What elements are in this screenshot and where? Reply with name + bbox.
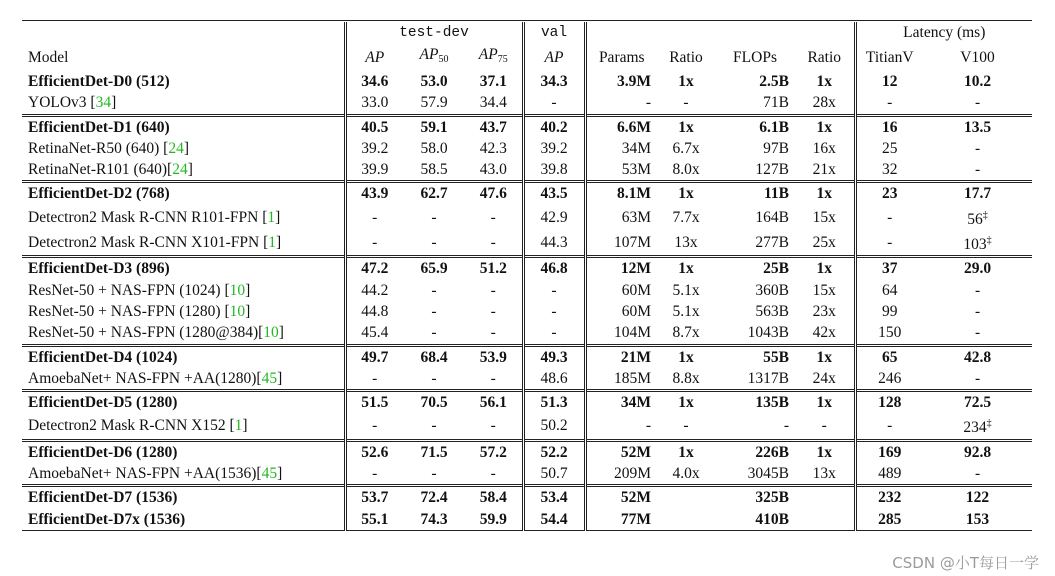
v100-cell: 17.7	[923, 182, 1032, 205]
titianv-cell: -	[855, 92, 923, 115]
ap50-cell: 53.0	[420, 73, 448, 90]
table-row	[22, 205, 1032, 230]
ap-cell: -	[345, 230, 403, 257]
table-row	[22, 280, 1032, 301]
ap75-cell: 34.4	[479, 94, 507, 112]
pratio-cell: 8.8x	[672, 369, 700, 387]
flops-cell: 11B	[715, 182, 795, 205]
flops-cell: 410B	[715, 509, 795, 531]
double-dagger-mark: ‡	[986, 418, 992, 430]
titianv-cell: 32	[855, 159, 923, 182]
val-cell: -	[523, 92, 585, 115]
ap-cell: 55.1	[345, 509, 403, 531]
params-cell: 52M	[585, 440, 657, 463]
v100-cell: -	[974, 324, 981, 342]
ap50-cell: 62.7	[403, 182, 465, 205]
citation-link[interactable]: 1	[268, 234, 276, 252]
pratio-cell: 1x	[657, 115, 715, 138]
header-row-groups	[22, 22, 1032, 44]
ap50-cell: 59.1	[403, 115, 465, 138]
fratio-cell: 1x	[795, 115, 855, 138]
val-cell: -	[523, 322, 585, 345]
ap50-cell: 71.5	[403, 440, 465, 463]
titianv-cell: -	[855, 413, 923, 440]
ap50-cell: 74.3	[403, 509, 465, 531]
pratio-cell: 6.7x	[672, 139, 700, 157]
table-row	[22, 92, 1032, 115]
flops-cell: 226B	[715, 440, 795, 463]
model-cell: ResNet-50 + NAS-FPN (1024) [10]	[28, 281, 251, 299]
ap50-cell: -	[431, 465, 437, 483]
val-cell: 39.8	[523, 159, 585, 182]
flops-cell: 55B	[715, 345, 795, 368]
ap50-col-header: $AP_{50}$	[419, 46, 449, 65]
params-cell: 53M	[585, 159, 657, 182]
ap50-cell: 68.4	[403, 345, 465, 368]
val-cell: -	[523, 280, 585, 301]
ap50-cell: -	[431, 234, 437, 252]
flops-cell: 563B	[755, 302, 790, 320]
citation-link[interactable]: 1	[234, 417, 243, 435]
fratio-cell: 13x	[812, 465, 836, 483]
pratio-cell: 13x	[674, 234, 698, 252]
val-cell: 34.3	[523, 71, 585, 92]
table-row	[22, 509, 1032, 531]
v100-cell: -	[974, 302, 981, 320]
model-cell: AmoebaNet+ NAS-FPN +AA(1280)[45]	[28, 369, 283, 387]
flops-cell: 2.5B	[759, 73, 790, 90]
ap-cell: 52.6	[345, 440, 403, 463]
params-cell: 60M	[585, 280, 657, 301]
v100-cell: 153	[923, 509, 1032, 531]
pratio-cell: 1x	[657, 440, 715, 463]
ap75-cell: 37.1	[479, 73, 507, 90]
v100-col-header: V100	[960, 48, 995, 66]
ap50-cell: 70.5	[403, 391, 465, 414]
ap75-cell: 43.7	[465, 115, 523, 138]
fratio-cell: 28x	[812, 94, 836, 112]
ap-cell: 44.8	[345, 301, 403, 322]
params-cell: 77M	[585, 509, 657, 531]
v100-cell: 56‡	[967, 209, 988, 228]
ap75-cell: 57.2	[465, 440, 523, 463]
v100-cell: 122	[923, 486, 1032, 509]
ap-cell: 53.7	[345, 486, 403, 509]
ap50-cell: -	[431, 281, 437, 299]
titianv-cell: 25	[855, 138, 923, 159]
ap-cell: 51.5	[345, 391, 403, 414]
val-cell: 40.2	[523, 115, 585, 138]
titianv-cell: 16	[855, 115, 923, 138]
table-row	[22, 391, 1032, 414]
val-cell: 52.2	[523, 440, 585, 463]
flops-cell: 325B	[715, 486, 795, 509]
params-cell: 12M	[585, 257, 657, 280]
ap75-cell: 42.3	[479, 139, 507, 157]
flops-cell: 164B	[755, 208, 790, 226]
titianv-cell: -	[855, 205, 923, 230]
double-dagger-mark: ‡	[982, 209, 988, 221]
ap50-cell: -	[431, 208, 437, 226]
table-row	[22, 345, 1032, 368]
latency-header: Latency (ms)	[855, 22, 1032, 44]
fratio-cell	[795, 509, 855, 531]
params-cell: -	[585, 92, 657, 115]
pratio-cell: 1x	[657, 182, 715, 205]
fratio-cell	[795, 486, 855, 509]
model-cell: ResNet-50 + NAS-FPN (1280@384)[10]	[28, 324, 284, 342]
params-cell: 209M	[585, 463, 657, 486]
ap-cell: 45.4	[345, 322, 403, 345]
flops-cell: 277B	[755, 234, 790, 252]
fratio-cell: 15x	[812, 281, 836, 299]
flops-cell: 1317B	[747, 369, 790, 387]
val-cell: 49.3	[523, 345, 585, 368]
pratio-cell: 7.7x	[672, 208, 700, 226]
ap-cell: -	[345, 368, 403, 391]
titianv-cell: 64	[855, 280, 923, 301]
titianv-col-header: TitianV	[855, 44, 923, 71]
ap-cell: -	[345, 205, 403, 230]
fratio-cell: 24x	[812, 369, 836, 387]
fratio-cell: 1x	[795, 182, 855, 205]
table-row	[22, 440, 1032, 463]
model-cell: EfficientDet-D3 (896)	[22, 257, 345, 280]
val-cell: 42.9	[523, 205, 585, 230]
fratio-cell: 1x	[795, 440, 855, 463]
ap50-cell: 58.5	[420, 161, 448, 179]
val-cell: 50.2	[523, 413, 585, 440]
model-cell: EfficientDet-D7 (1536)	[22, 486, 345, 509]
ap-cell: -	[345, 413, 403, 440]
ap50-cell: -	[431, 417, 437, 435]
table-row	[22, 115, 1032, 138]
val-cell: 51.3	[523, 391, 585, 414]
params-cell: 52M	[585, 486, 657, 509]
ap50-cell: 58.0	[420, 139, 448, 157]
comparison-table-container	[22, 22, 1032, 531]
fratio-cell: 15x	[812, 208, 836, 226]
model-cell: ResNet-50 + NAS-FPN (1280) [10]	[28, 302, 251, 320]
val-cell: 46.8	[523, 257, 585, 280]
model-cell: YOLOv3 [34]	[28, 94, 117, 112]
pratio-cell: 1x	[678, 73, 694, 90]
ap50-cell: -	[431, 324, 437, 342]
pratio-cell: 8.7x	[672, 324, 700, 342]
table-row	[22, 322, 1032, 345]
citation-link[interactable]: 10	[229, 302, 246, 320]
citation-link[interactable]: 24	[168, 139, 184, 157]
ap75-cell: 58.4	[465, 486, 523, 509]
double-dagger-mark: ‡	[986, 235, 992, 247]
titianv-cell: 150	[855, 322, 923, 345]
model-col-header: Model	[28, 48, 69, 66]
flops-cell: 71B	[763, 94, 790, 112]
citation-link[interactable]: 10	[229, 281, 246, 299]
fratio-cell: 25x	[812, 234, 836, 252]
citation-link[interactable]: 24	[172, 161, 188, 179]
val-cell: 39.2	[523, 138, 585, 159]
titianv-cell: 99	[855, 301, 923, 322]
v100-cell: 10.2	[963, 73, 992, 90]
fratio-cell: 16x	[812, 139, 836, 157]
ap75-cell: 47.6	[465, 182, 523, 205]
model-cell: EfficientDet-D0 (512)	[28, 73, 170, 90]
test-dev-header: test-dev	[345, 22, 523, 44]
ap75-cell: 51.2	[465, 257, 523, 280]
ap75-cell: -	[490, 417, 496, 435]
v100-cell: 42.8	[923, 345, 1032, 368]
pratio-cell	[657, 509, 715, 531]
val-ap-col-header: AP	[523, 44, 585, 71]
params-cell: 6.6M	[585, 115, 657, 138]
ap-cell: -	[345, 463, 403, 486]
ap75-cell: 56.1	[465, 391, 523, 414]
pratio-cell: 8.0x	[672, 161, 700, 179]
model-cell: RetinaNet-R101 (640)[24]	[28, 161, 193, 179]
titianv-cell: -	[855, 230, 923, 257]
flops-cell: 3045B	[747, 465, 790, 483]
table-row	[22, 368, 1032, 391]
val-cell: 54.4	[523, 509, 585, 531]
model-cell: EfficientDet-D1 (640)	[22, 115, 345, 138]
ap50-cell: 65.9	[403, 257, 465, 280]
ap75-cell: -	[490, 324, 496, 342]
val-cell: 43.5	[523, 182, 585, 205]
ap75-cell: -	[490, 369, 496, 387]
params-cell: 34M	[585, 391, 657, 414]
ap75-cell: -	[490, 465, 496, 483]
v100-cell: 29.0	[923, 257, 1032, 280]
fratio-cell: 1x	[795, 391, 855, 414]
citation-link[interactable]: 10	[263, 324, 279, 342]
val-cell: 48.6	[523, 368, 585, 391]
ap-cell: 49.7	[345, 345, 403, 368]
params-cell: 185M	[585, 368, 657, 391]
ap75-cell: -	[490, 208, 496, 226]
params-col-header: Params	[585, 44, 657, 71]
titianv-cell: 23	[855, 182, 923, 205]
flops-cell: 6.1B	[715, 115, 795, 138]
citation-link[interactable]: 45	[261, 369, 278, 387]
params-cell: 21M	[585, 345, 657, 368]
table-row	[22, 486, 1032, 509]
flops-ratio-col-header: Ratio	[807, 48, 842, 66]
table-top-rule	[22, 20, 1032, 21]
v100-cell: -	[974, 369, 981, 387]
citation-link[interactable]: 34	[95, 94, 112, 112]
params-cell: 107M	[585, 230, 657, 257]
citation-link[interactable]: 1	[267, 208, 276, 226]
flops-cell: -	[783, 417, 790, 435]
ap-cell: 33.0	[345, 92, 403, 115]
flops-cell: 127B	[755, 161, 790, 179]
v100-cell: 72.5	[923, 391, 1032, 414]
model-cell: AmoebaNet+ NAS-FPN +AA(1536)[45]	[28, 465, 283, 483]
table-row	[22, 71, 1032, 92]
model-cell: RetinaNet-R50 (640) [24]	[28, 139, 189, 157]
pratio-cell: 5.1x	[672, 302, 700, 320]
ap75-cell: 53.9	[465, 345, 523, 368]
ap-cell: 47.2	[345, 257, 403, 280]
val-cell: 50.7	[523, 463, 585, 486]
titianv-cell: 246	[855, 368, 923, 391]
table-row	[22, 257, 1032, 280]
pratio-cell: -	[683, 417, 689, 435]
ap-cell: 44.2	[345, 280, 403, 301]
fratio-cell: 1x	[816, 73, 833, 90]
model-cell: EfficientDet-D7x (1536)	[22, 509, 345, 531]
params-cell: 3.9M	[585, 71, 657, 92]
ap75-cell: 43.0	[479, 161, 507, 179]
ap50-cell: 72.4	[403, 486, 465, 509]
flops-cell: 1043B	[747, 324, 790, 342]
ap75-cell: -	[490, 234, 496, 252]
pratio-cell: -	[683, 94, 689, 112]
pratio-cell: 1x	[657, 345, 715, 368]
pratio-cell: 1x	[657, 391, 715, 414]
ap-cell: 39.2	[345, 138, 403, 159]
ap75-col-header: $AP_{75}$	[478, 46, 508, 65]
flops-cell: 97B	[763, 139, 790, 157]
fratio-cell: 1x	[795, 345, 855, 368]
ap-cell: 40.5	[345, 115, 403, 138]
citation-link[interactable]: 45	[261, 465, 278, 483]
ap75-cell: 59.9	[465, 509, 523, 531]
fratio-cell: 23x	[812, 302, 836, 320]
val-header: val	[523, 22, 585, 44]
table-body	[22, 71, 1032, 530]
ap-cell: 43.9	[345, 182, 403, 205]
v100-cell: -	[974, 139, 981, 157]
model-cell: EfficientDet-D2 (768)	[22, 182, 345, 205]
comparison-table	[22, 22, 1032, 531]
table-row	[22, 463, 1032, 486]
table-row	[22, 413, 1032, 440]
table-row	[22, 138, 1032, 159]
v100-cell: 13.5	[923, 115, 1032, 138]
ap50-cell: -	[431, 302, 437, 320]
ap-cell: 34.6	[345, 71, 403, 92]
pratio-cell: 1x	[657, 257, 715, 280]
v100-cell: -	[974, 94, 981, 112]
v100-cell: -	[974, 161, 981, 179]
fratio-cell: 42x	[812, 324, 836, 342]
table-row	[22, 159, 1032, 182]
titianv-cell: 285	[855, 509, 923, 531]
pratio-cell: 4.0x	[672, 465, 700, 483]
flops-cell: 135B	[715, 391, 795, 414]
model-cell: Detectron2 Mask R-CNN R101-FPN [1]	[28, 208, 281, 226]
pratio-cell: 5.1x	[672, 281, 700, 299]
params-ratio-col-header: Ratio	[669, 48, 703, 66]
ap50-cell: -	[431, 369, 437, 387]
flops-cell: 25B	[715, 257, 795, 280]
fratio-cell: -	[821, 417, 827, 435]
titianv-cell: 489	[855, 463, 923, 486]
model-cell: EfficientDet-D4 (1024)	[22, 345, 345, 368]
ap75-cell: -	[490, 281, 496, 299]
model-cell: Detectron2 Mask R-CNN X152 [1]	[28, 417, 248, 435]
val-cell: -	[523, 301, 585, 322]
v100-cell: 103‡	[963, 235, 992, 254]
params-cell: 60M	[585, 301, 657, 322]
val-cell: 44.3	[523, 230, 585, 257]
params-cell: 34M	[585, 138, 657, 159]
flops-cell: 360B	[755, 281, 790, 299]
ap50-cell: 57.9	[420, 94, 448, 112]
v100-cell: 234‡	[963, 418, 992, 437]
ap-col-header: AP	[345, 44, 403, 71]
v100-cell: 92.8	[923, 440, 1032, 463]
header-row-columns	[22, 44, 1032, 71]
titianv-cell: 128	[855, 391, 923, 414]
pratio-cell	[657, 486, 715, 509]
titianv-cell: 232	[855, 486, 923, 509]
v100-cell: -	[974, 281, 981, 299]
fratio-cell: 1x	[795, 257, 855, 280]
fratio-cell: 21x	[812, 161, 836, 179]
watermark-text: CSDN @小T每日一学	[892, 554, 1039, 572]
params-cell: -	[585, 413, 657, 440]
val-cell: 53.4	[523, 486, 585, 509]
model-cell: EfficientDet-D5 (1280)	[22, 391, 345, 414]
titianv-cell: 65	[855, 345, 923, 368]
titianv-cell: 169	[855, 440, 923, 463]
flops-col-header: FLOPs	[733, 48, 777, 66]
params-cell: 63M	[585, 205, 657, 230]
params-cell: 8.1M	[585, 182, 657, 205]
model-cell: Detectron2 Mask R-CNN X101-FPN [1]	[28, 234, 282, 252]
ap75-cell: -	[490, 302, 496, 320]
ap-cell: 39.9	[345, 159, 403, 182]
table-row	[22, 182, 1032, 205]
table-row	[22, 301, 1032, 322]
v100-cell: -	[974, 465, 981, 483]
table-row	[22, 230, 1032, 257]
model-cell: EfficientDet-D6 (1280)	[22, 440, 345, 463]
params-cell: 104M	[585, 322, 657, 345]
titianv-cell: 37	[855, 257, 923, 280]
titianv-cell: 12	[855, 71, 923, 92]
